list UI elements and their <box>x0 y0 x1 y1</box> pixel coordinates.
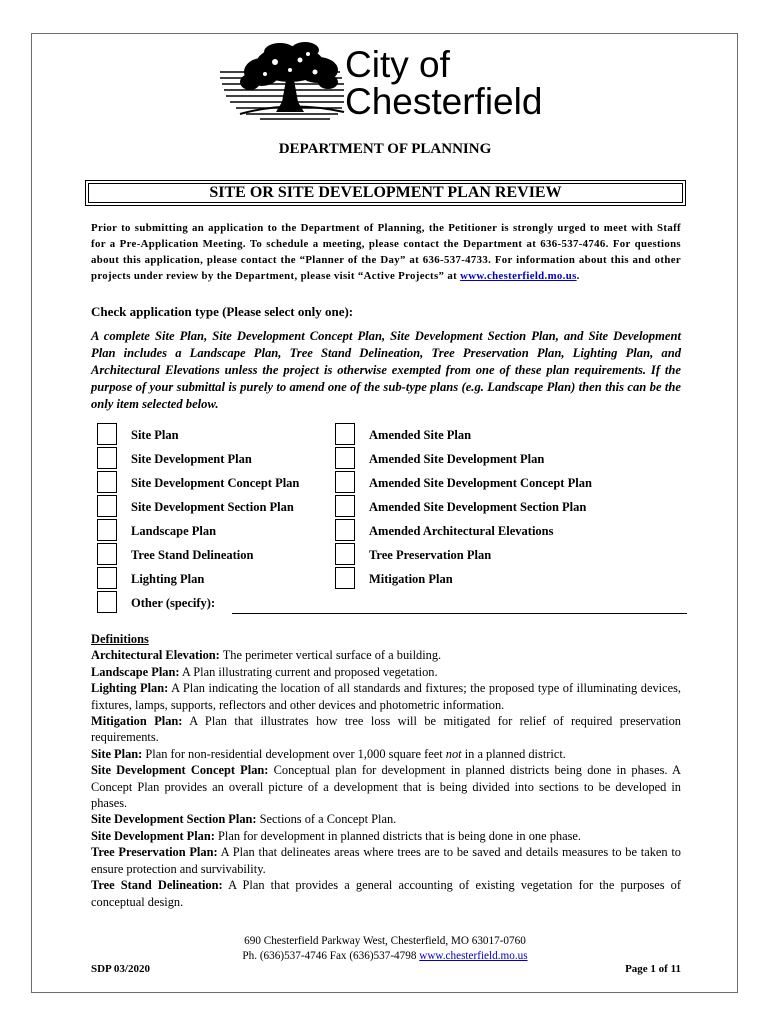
definition-term: Site Development Section Plan: <box>91 812 257 827</box>
definition-term: Tree Stand Delineation: <box>91 878 223 893</box>
definition-item <box>91 844 681 877</box>
definition-item <box>91 811 681 827</box>
option-label: Landscape Plan <box>131 524 217 538</box>
option-checkbox[interactable] <box>97 543 117 565</box>
definition-item <box>91 647 681 663</box>
option-checkbox[interactable] <box>97 495 117 517</box>
option-label: Site Plan <box>131 428 179 442</box>
footer-contact <box>0 934 770 964</box>
amended-option-checkbox[interactable] <box>335 519 355 541</box>
amended-option-label: Amended Site Plan <box>369 428 472 442</box>
definition-text: in a planned district. <box>461 746 566 761</box>
definition-text: A Plan that delineates areas where trees are to be saved and details measures to be taken to ensure protection and survivability. <box>91 845 682 876</box>
intro-text: Prior to submitting an application to the Department of Planning, the Petitioner is strongly urged to meet with Staff for a Pre-Application Meeting. To schedule a meeting, please contact the Department at 636-537-4746. For questions about this application, please contact the “Planner of the Day” at 636-537-4733. For information about this and other projects under review by the Department, please visit “Active Projects” at <box>91 222 681 282</box>
definition-term: Tree Preservation Plan: <box>91 845 218 860</box>
definition-emphasis: not <box>445 746 462 761</box>
amended-option-label: Amended Architectural Elevations <box>369 524 554 538</box>
footer-website-link[interactable]: www.chesterfield.mo.us <box>419 950 528 962</box>
definition-item <box>91 664 681 680</box>
definition-text: A Plan illustrating current and proposed vegetation. <box>179 664 438 679</box>
amended-option-label: Tree Preservation Plan <box>369 548 492 562</box>
definition-term: Lighting Plan: <box>91 681 169 696</box>
option-checkbox[interactable] <box>97 591 117 613</box>
other-specify-line[interactable] <box>232 613 687 614</box>
amended-option-checkbox[interactable] <box>335 567 355 589</box>
definition-term: Landscape Plan: <box>91 664 180 679</box>
definitions-section <box>91 631 681 910</box>
amended-option-checkbox[interactable] <box>335 471 355 493</box>
option-checkbox[interactable] <box>97 423 117 445</box>
amended-option-label: Amended Site Development Section Plan <box>369 500 587 514</box>
definition-text: Plan for non-residential development over 1,000 square feet <box>142 746 446 761</box>
definition-item <box>91 828 681 844</box>
form-title <box>85 180 686 206</box>
amended-option-checkbox[interactable] <box>335 423 355 445</box>
amended-option-label: Amended Site Development Concept Plan <box>369 476 592 490</box>
definitions-heading: Definitions <box>91 632 149 646</box>
option-label: Site Development Concept Plan <box>131 476 300 490</box>
definition-term: Site Plan: <box>91 746 143 761</box>
definition-term: Architectural Elevation: <box>91 648 220 663</box>
definition-text: Plan for development in planned districts that is being done in one phase. <box>214 828 582 843</box>
amended-option-checkbox[interactable] <box>335 543 355 565</box>
amended-option-label: Mitigation Plan <box>369 572 453 586</box>
definition-term: Site Development Concept Plan: <box>91 763 269 778</box>
option-checkbox[interactable] <box>97 567 117 589</box>
definition-text: Conceptual plan for development in planned districts being done in phases. A Concept Plan provides an overall picture of a development that is being divided into sections to be developed in phases. <box>91 763 681 811</box>
form-title-text: SITE OR SITE DEVELOPMENT PLAN REVIEW <box>209 184 562 201</box>
definition-item <box>91 877 681 910</box>
definition-item <box>91 713 681 746</box>
department-heading: DEPARTMENT OF PLANNING <box>278 141 492 157</box>
option-label: Site Development Section Plan <box>131 500 294 514</box>
amended-option-checkbox[interactable] <box>335 447 355 469</box>
website-link[interactable]: www.chesterfield.mo.us <box>460 270 577 282</box>
option-label: Lighting Plan <box>131 572 205 586</box>
plan-requirements-note: A complete Site Plan, Site Development Concept Plan, Site Development Section Plan, and Site Development Plan includes a Landscape Plan, Tree Stand Delineation, Tree Preservation Plan, Lighting Plan, and Architectural Elevations unless the project is otherwise exempted from one of these plan requirements. If the purpose of your submittal is purely to amend one of the sub-type plans (e.g. Landscape Plan) then this can be the only item selected below. <box>91 329 681 411</box>
amended-option-checkbox[interactable] <box>335 495 355 517</box>
footer-phone-line <box>0 949 770 964</box>
definition-term: Mitigation Plan: <box>91 714 183 729</box>
option-label: Tree Stand Delineation <box>131 548 254 562</box>
logo-line-1: City of <box>345 44 450 85</box>
definition-text: A Plan that provides a general accounting of existing vegetation for the purposes of conceptual design. <box>91 878 682 909</box>
footer-address: 690 Chesterfield Parkway West, Chesterfield, MO 63017-0760 <box>244 935 526 947</box>
definition-text: A Plan that illustrates how tree loss will be mitigated for relief of required preservation requirements. <box>91 714 681 745</box>
intro-paragraph <box>91 220 681 284</box>
definition-text: Sections of a Concept Plan. <box>256 812 397 827</box>
definition-term: Site Development Plan: <box>91 828 215 843</box>
footer-phone: Ph. (636)537-4746 Fax (636)537-4798 <box>242 950 420 962</box>
option-checkbox[interactable] <box>97 447 117 469</box>
definition-text: A Plan indicating the location of all standards and fixtures; the proposed type of illuminating devices, fixtures, lamps, supports, reflectors and other devices and photometric information. <box>91 681 681 712</box>
option-label: Site Development Plan <box>131 452 252 466</box>
option-checkbox[interactable] <box>97 471 117 493</box>
intro-end: . <box>576 270 580 282</box>
definition-item <box>91 762 681 811</box>
form-code: SDP 03/2020 <box>91 963 150 975</box>
definition-item <box>91 746 681 762</box>
definition-text: The perimeter vertical surface of a building. <box>219 648 442 663</box>
option-checkbox[interactable] <box>97 519 117 541</box>
amended-option-label: Amended Site Development Plan <box>369 452 545 466</box>
option-label: Other (specify): <box>131 596 216 610</box>
city-name <box>345 46 542 120</box>
check-type-heading: Check application type (Please select only one): <box>91 304 354 319</box>
definition-item <box>91 680 681 713</box>
page-number: Page 1 of 11 <box>625 963 681 975</box>
logo-line-2: Chesterfield <box>345 81 543 122</box>
